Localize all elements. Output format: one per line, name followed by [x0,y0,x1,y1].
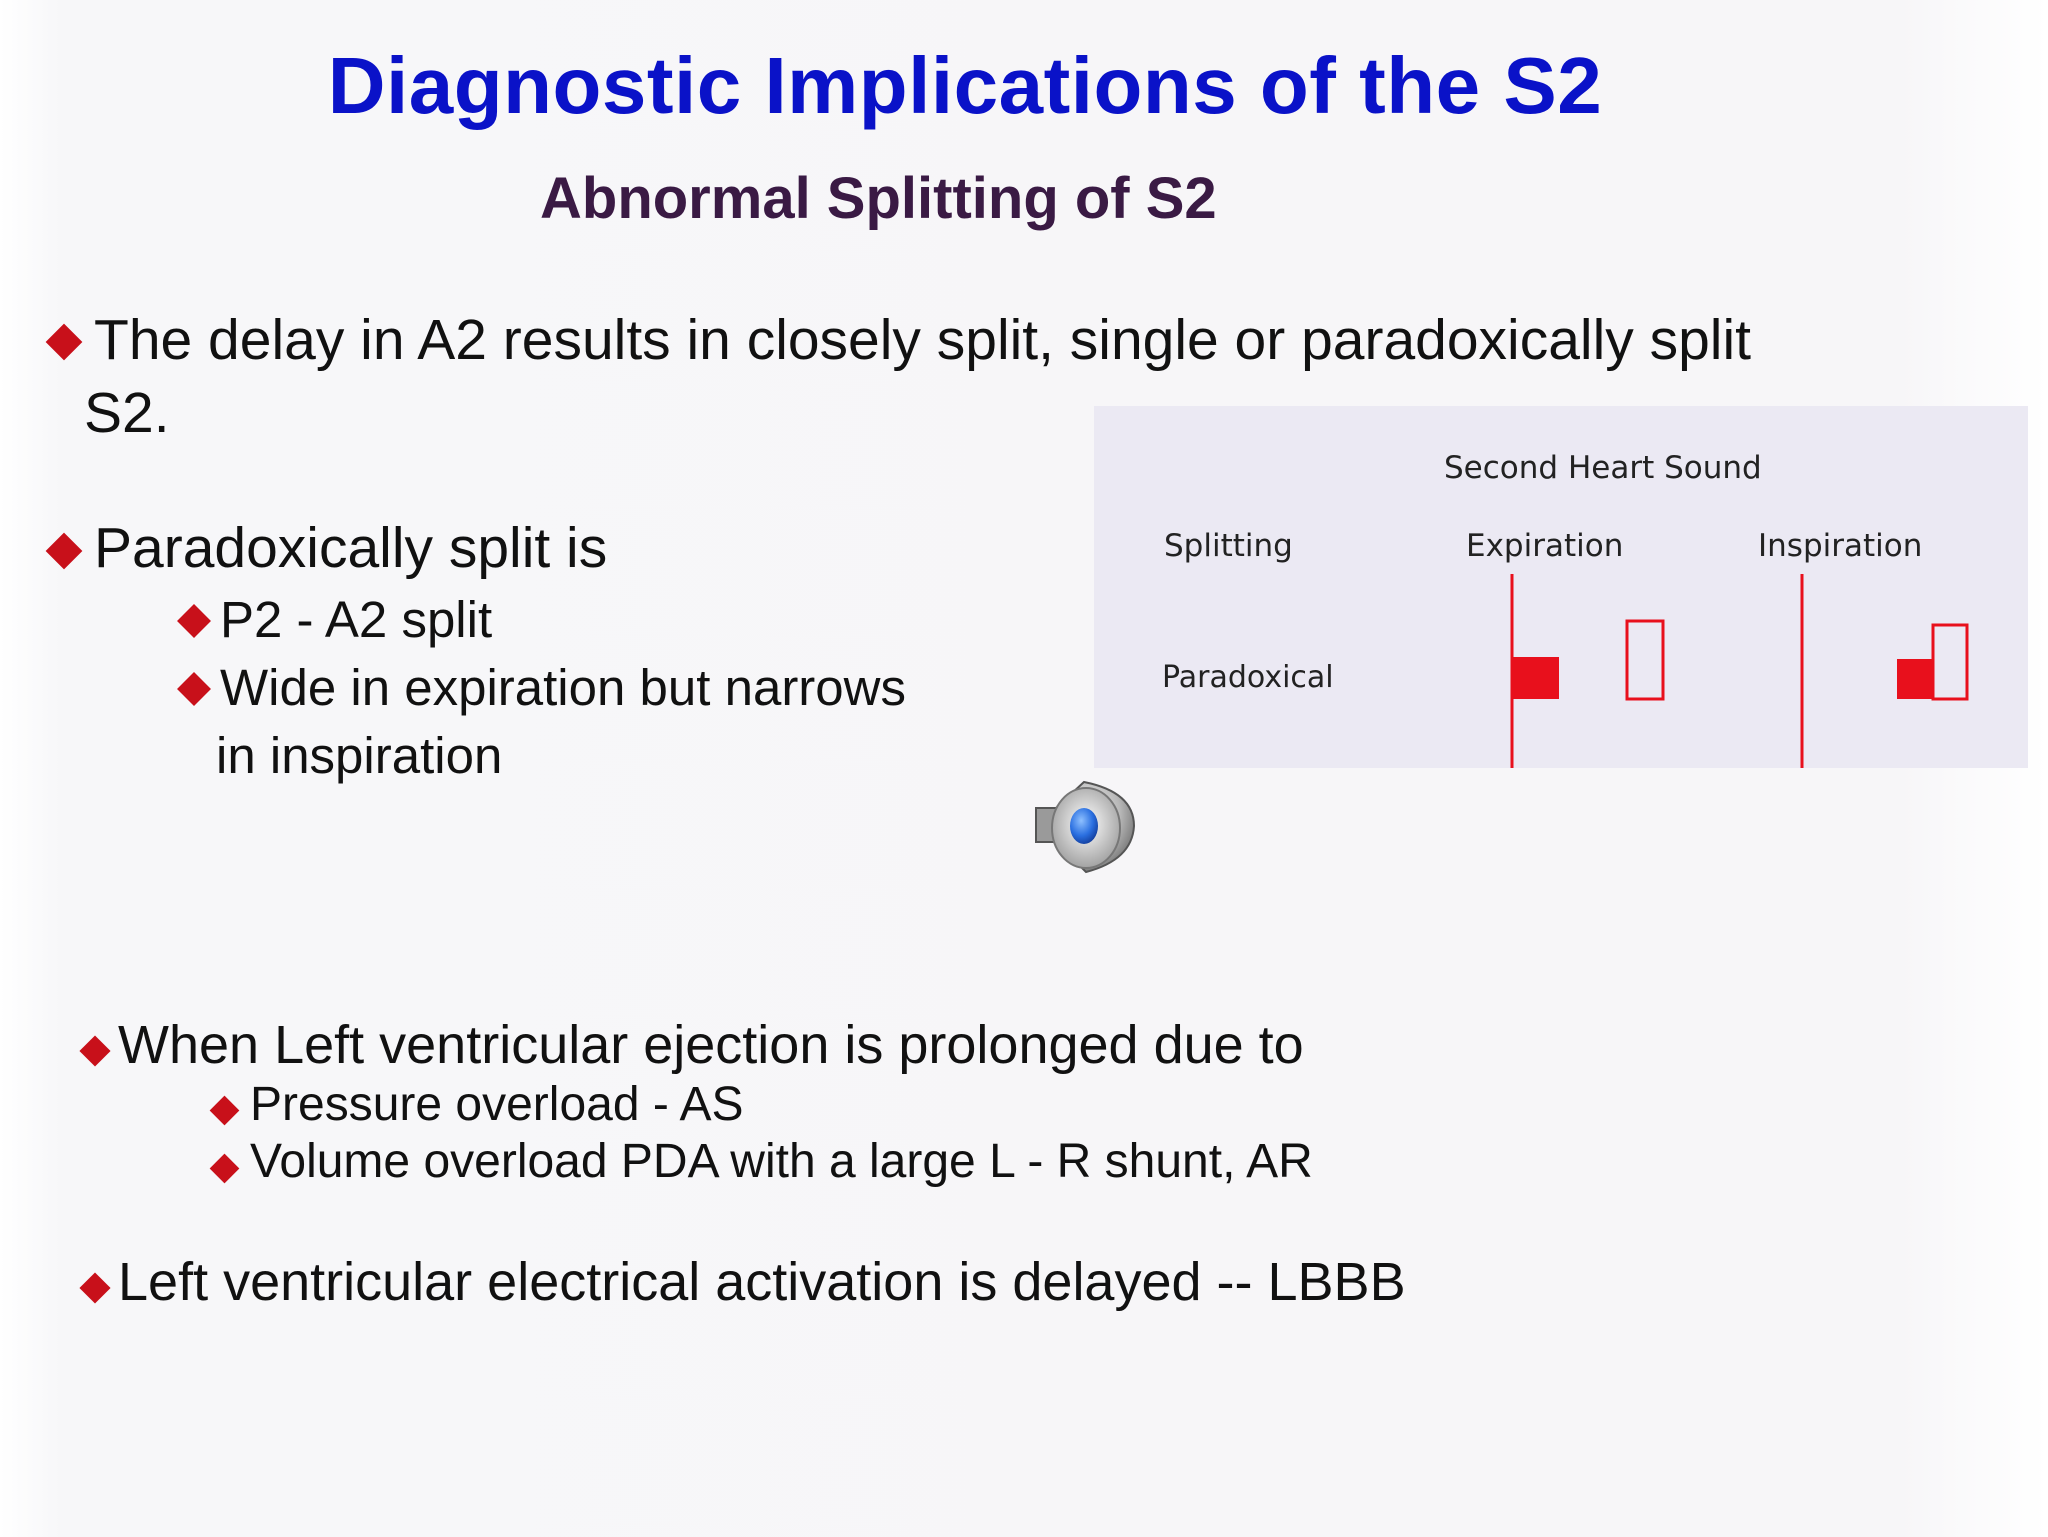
sub-bullet-wide-expiration-line1: Wide in expiration but narrows [220,659,906,716]
second-heart-sound-diagram [1094,406,2028,768]
diagram-header: Second Heart Sound [1444,450,1762,486]
bullet-paradoxically-split: Paradoxically split is [94,516,608,580]
slide-subtitle: Abnormal Splitting of S2 [540,166,1217,231]
diagram-col-splitting: Splitting [1164,528,1293,564]
expiration-p2-outline-bar [1627,621,1663,699]
bullet-delay-a2-line1: The delay in A2 results in closely split, single or paradoxically split [94,308,1751,372]
diagram-col-inspiration: Inspiration [1758,528,1923,564]
speaker-icon[interactable] [1026,768,1138,880]
sub-bullet-wide-expiration-line2: in inspiration [216,727,503,784]
slide-title: Diagnostic Implications of the S2 [327,41,1603,130]
sub-bullet-pressure-overload: Pressure overload - AS [250,1078,744,1131]
sub-bullet-volume-overload: Volume overload PDA with a large L - R shunt, AR [250,1135,1313,1188]
expiration-a2-filled-bar [1513,657,1559,699]
inspiration-p2-outline-bar [1933,625,1967,699]
diagram-graphics [1094,406,2028,768]
diagram-col-expiration: Expiration [1466,528,1624,564]
bullet-lv-ejection-prolonged: When Left ventricular ejection is prolonged due to [118,1015,1304,1075]
inspiration-a2-filled-bar [1897,659,1933,699]
diagram-row-paradoxical: Paradoxical [1162,660,1334,695]
sub-bullet-p2-a2: P2 - A2 split [220,591,493,648]
bullet-delay-a2-line2: S2. [84,381,170,445]
bullet-lbbb: Left ventricular electrical activation is delayed -- LBBB [118,1252,1406,1312]
